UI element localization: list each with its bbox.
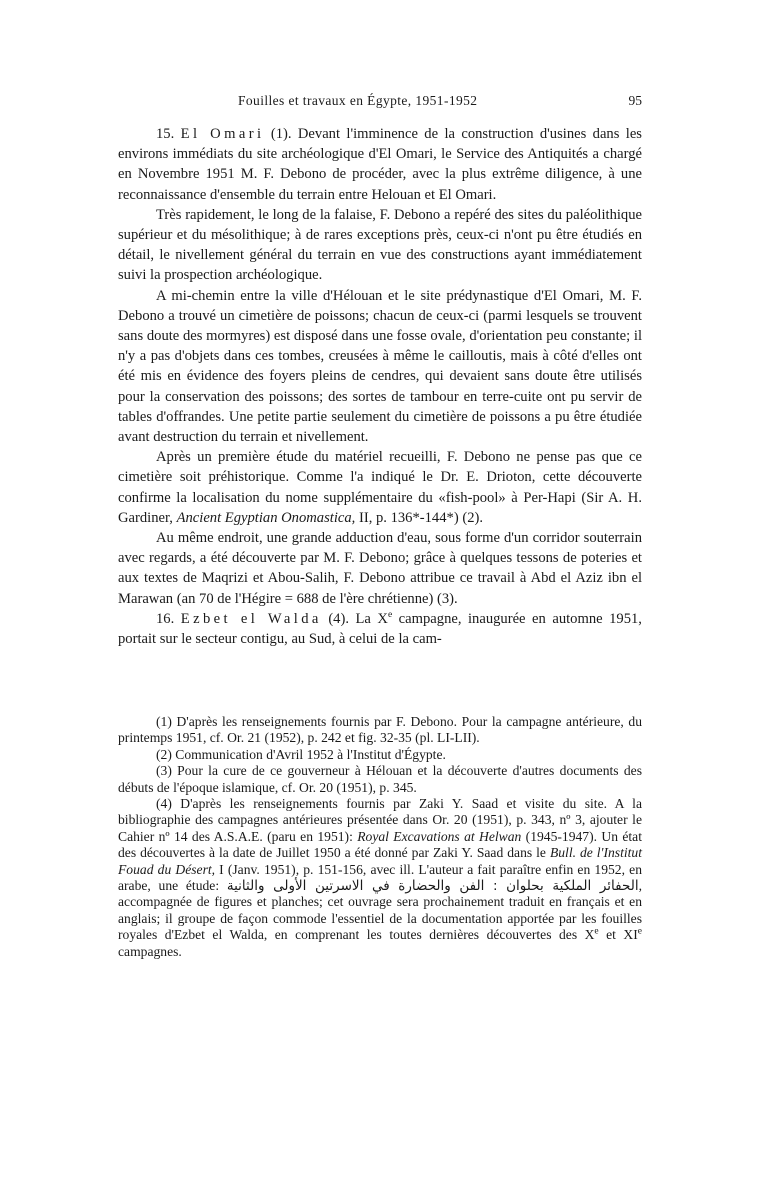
paragraph-text: . [479,509,484,526]
footnote-ref-4: (4) [328,610,346,627]
footnote-1: (1) D'après les renseignements fournis par F. Debono. Pour la campagne antérieure, du printemps 1951, cf. Or. 21 (1952), p. 242 et fig. 32-35 (pl. LI-LII). [118,714,642,746]
italic-title: Ancient Egyptian Onomastica, [176,509,356,526]
section-15-text: . Devant l'imminence de la construction d'usines dans les environs immédiats du site archéologique d'El Omari, le Service des Antiquités a chargé en Novembre 1951 M. F. Debono de procéder, avec la plus extrême diligence, à une reconnaissance d'ensemble du terrain entre Helouan et El Omari. [118,126,642,203]
paragraph-text: II, p. 136*-144*) [355,509,463,526]
superscript: e [387,610,393,621]
paragraph-adduction [118,528,642,609]
footnote-text: (1945-1947). Un état des découvertes à la date de Juillet 1950 a été donné par Zaki Y. Saad dans le [118,828,642,861]
section-16-number: 16. [156,610,175,627]
running-header [118,93,642,113]
page-number: 95 [628,93,642,108]
running-title: Fouilles et travaux en Égypte, 1951-1952 [238,93,478,108]
main-text [118,124,642,649]
paragraph-text: campagne, inaugurée en automne 1951, portait sur le secteur contigu, au Sud, à celui de la cam- [118,610,642,648]
footnote-3: (3) Pour la cure de ce gouverneur à Hélouan et la découverte d'autres documents des débuts de l'époque islamique, cf. Or. 20 (1951), p. 345. [118,763,642,795]
paragraph-text: . La X [345,610,388,627]
footnote-text: , accompagnée de figures et planches; cet ouvrage sera prochainement traduit en français et en anglais; il groupe de façon commode l'essentiel de la documentation apportée par les fouilles royales d'Ezbet el Walda, en comprenant les toutes dernières découvertes des X [118,878,642,943]
section-16-paragraph [118,609,642,649]
paragraph-text: Après un première étude du matériel recueilli, F. Debono ne pense pas que ce cimetière soit préhistorique. Comme l'a indiqué le Dr. E. Drioton, cette découverte confirme la localisation du nome supplémentaire du «fish-pool» à Per-Hapi (Sir A. H. Gardiner, [118,449,642,526]
footnote-2: (2) Communication d'Avril 1952 à l'Institut d'Égypte. [156,746,446,762]
footnote-text: I (Janv. 1951), p. 151-156, avec ill. L'auteur a fait paraître enfin en 1952, en arabe, une étude: [118,861,642,894]
footnote-ref-3: (3) [437,590,455,607]
footnote-ref-1: (1) [270,126,288,142]
footnote-text: campagnes. [118,943,182,959]
italic-title: Royal Excavations at Helwan [357,828,522,844]
footnote-text: et XI [598,927,638,943]
paragraph-text: . [454,590,458,607]
section-15-number: 15. [156,126,175,142]
footnote-text: (4) D'après les renseignements fournis par Zaki Y. Saad et visite du site. A la bibliographie des campagnes antérieures présentée dans Or. 20 (1951), p. 343, nº 3, ajouter le Cahier nº 14 des A.S.A.E. (paru en 1951): [118,796,642,844]
arabic-title: الحفائر الملكية بحلوان : الفن والحضارة في الاسرتين الأولى والثانية [226,878,639,895]
paragraph-cimetiere: A mi-chemin entre la ville d'Hélouan et le site prédynastique d'El Omari, M. F. Debono a trouvé un cimetière de poissons; chacun de ceux-ci (parmi lesquels se trouvent sans doute des mormyres) est disposé dans une fosse ovale, d'orientation peu constante; il n'y a pas d'objets dans ces tombes, creusées à même le cailloutis, mais à côté d'elles ont été mis en évidence des foyers pleins de cendres, qui devaient sans doute être utilisés pour la conservation des poissons; des sortes de tambour en terre-cuite ont pu servir de tables d'offrandes. Une petite partie seulement du cimetière de poissons a pu être étudiée avant destruction du terrain et nivellement. [118,287,642,446]
footnotes [118,714,642,960]
paragraph-prehistorique [118,447,642,528]
superscript: e [637,926,642,937]
footnote-4 [118,796,642,960]
paragraph-text: Au même endroit, une grande adduction d'eau, sous forme d'un corridor souterrain avec regards, a été découverte par M. F. Debono; grâce à quelques tessons de poteries et aux textes de Maqrizi et Abou-Salih, F. Debono attribue ce travail à Abd el Aziz ibn el Marawan (an 70 de l'Hégire = 688 de l'ère chrétienne) [118,530,642,607]
italic-title: Bull. de l'Institut Fouad du Désert, [118,845,642,877]
footnote-ref-2: (2) [462,509,480,526]
section-15-paragraph [118,124,642,205]
superscript: e [594,926,599,937]
paragraph-falaise: Très rapidement, le long de la falaise, F. Debono a repéré des sites du paléolithique supérieur et du mésolithique; à de rares exceptions près, ceux-ci n'ont pu être étudiés en détail, le nivellement général du terrain en vue des constructions ayant immédiatement suivi la prospection archéologique. [118,206,642,284]
section-16-title: Ezbet el Walda [180,610,322,627]
section-15-title: El Omari [180,126,265,142]
